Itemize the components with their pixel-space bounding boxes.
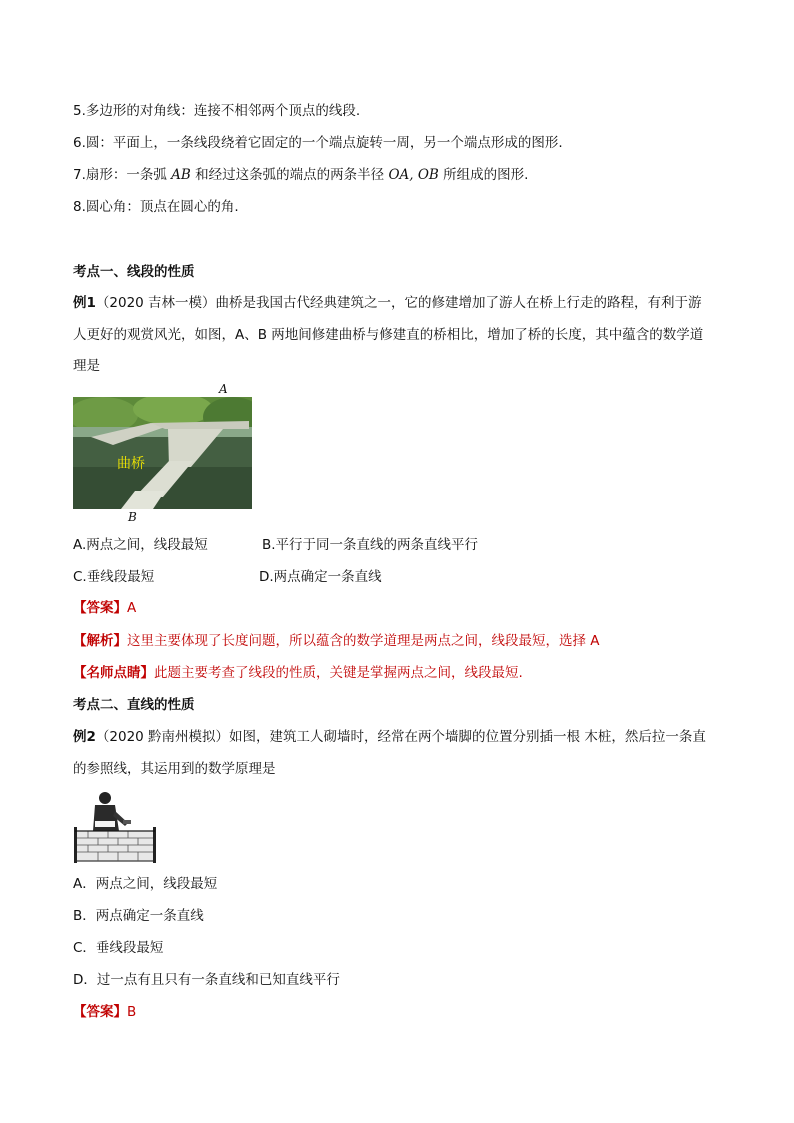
example1-option-c: C.垂线段最短 bbox=[73, 569, 155, 585]
example2-option-b: B．两点确定一条直线 bbox=[73, 908, 204, 924]
example2-text: （2020 黔南州模拟）如图，建筑工人砌墙时，经常在两个墙脚的位置分别插一根 木桩，然后拉一条直 bbox=[95, 729, 706, 745]
figure-label-a: A bbox=[219, 382, 228, 396]
radii-label: OA, OB bbox=[388, 167, 439, 183]
definition-8: 8.圆心角：顶点在圆心的角. bbox=[73, 199, 239, 215]
example1-option-d: D.两点确定一条直线 bbox=[259, 569, 382, 585]
answer-label: 【答案】 bbox=[73, 600, 127, 616]
example1-option-a: A.两点之间，线段最短 bbox=[73, 537, 208, 553]
answer-label: 【答案】 bbox=[73, 1004, 127, 1020]
example1-tip bbox=[73, 663, 523, 683]
definition-7-text-mid: 和经过这条弧的端点的两条半径 bbox=[190, 167, 389, 183]
definition-6: 6.圆：平面上，一条线段绕着它固定的一个端点旋转一周，另一个端点形成的图形. bbox=[73, 135, 563, 151]
answer-value: A bbox=[127, 600, 137, 616]
example1-option-b: B.平行于同一条直线的两条直线平行 bbox=[262, 537, 479, 553]
arc-ab-label: AB bbox=[171, 167, 191, 183]
analysis-label: 【解析】 bbox=[73, 633, 127, 649]
example2-answer bbox=[73, 1002, 136, 1022]
figure-label-b: B bbox=[128, 510, 137, 524]
example1-line3: 理是 bbox=[73, 358, 100, 374]
example1-line1 bbox=[73, 293, 702, 313]
example2-label: 例2 bbox=[73, 729, 96, 745]
section1-title: 考点一、线段的性质 bbox=[73, 264, 195, 280]
curved-bridge-illustration bbox=[73, 397, 252, 509]
example2-option-a: A．两点之间，线段最短 bbox=[73, 876, 218, 892]
example1-label: 例1 bbox=[73, 295, 96, 311]
example1-text: （2020 吉林一模）曲桥是我国古代经典建筑之一，它的修建增加了游人在桥上行走的路程，有利于游 bbox=[95, 295, 702, 311]
bricklayer-drawing bbox=[73, 789, 157, 863]
example1-line2: 人更好的观赏风光，如图，A、B 两地间修建曲桥与修建直的桥相比，增加了桥的长度，其中蕴含的数学道 bbox=[73, 327, 704, 343]
example2-option-d: D．过一点有且只有一条直线和已知直线平行 bbox=[73, 972, 340, 988]
figure-caption: 曲桥 bbox=[117, 456, 145, 472]
section2-title: 考点二、直线的性质 bbox=[73, 697, 195, 713]
example1-analysis bbox=[73, 631, 600, 651]
definition-7-text: 7.扇形：一条弧 bbox=[73, 167, 172, 183]
definition-7 bbox=[73, 165, 528, 185]
example2-option-c: C．垂线段最短 bbox=[73, 940, 164, 956]
analysis-text: 这里主要体现了长度问题，所以蕴含的数学道理是两点之间，线段最短，选择 A bbox=[127, 633, 600, 649]
answer-value: B bbox=[127, 1004, 137, 1020]
definition-5: 5.多边形的对角线：连接不相邻两个顶点的线段. bbox=[73, 103, 361, 119]
definition-7-text-end: 所组成的图形. bbox=[438, 167, 529, 183]
bricklayer-illustration bbox=[73, 789, 157, 863]
example2-line1 bbox=[73, 727, 706, 747]
tip-label: 【名师点睛】 bbox=[73, 665, 154, 681]
tip-text: 此题主要考查了线段的性质，关键是掌握两点之间，线段最短. bbox=[154, 665, 523, 681]
example2-line2: 的参照线，其运用到的数学原理是 bbox=[73, 761, 276, 777]
example1-answer bbox=[73, 598, 136, 618]
curved-bridge-photo bbox=[73, 397, 252, 509]
